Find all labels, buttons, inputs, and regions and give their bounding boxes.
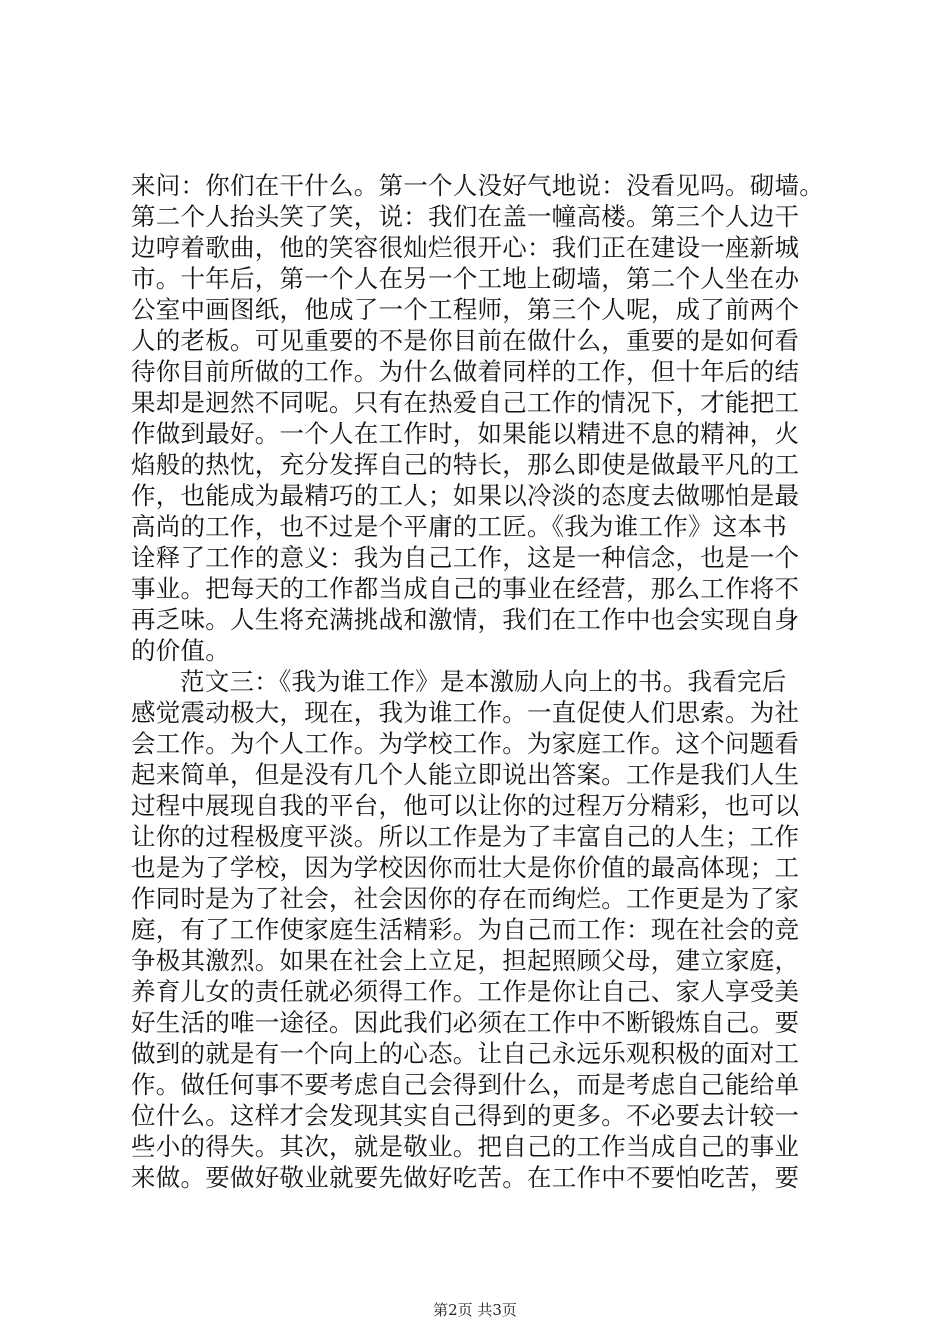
text-line: 焰般的热忱，充分发挥自己的特长，那么即使是做最平凡的工 bbox=[131, 450, 800, 479]
text-line: 争极其激烈。如果在社会上立足，担起照顾父母，建立家庭， bbox=[131, 946, 800, 975]
text-line: 会工作。为个人工作。为学校工作。为家庭工作。这个问题看 bbox=[131, 729, 800, 758]
text-line: 也是为了学校，因为学校因你而壮大是你价值的最高体现；工 bbox=[131, 853, 800, 882]
text-line: 事业。把每天的工作都当成自己的事业在经营，那么工作将不 bbox=[131, 574, 800, 603]
page-number-footer: 第2页 共3页 bbox=[433, 1301, 517, 1319]
text-line: 庭，有了工作使家庭生活精彩。为自己而工作：现在社会的竞 bbox=[131, 915, 800, 944]
text-line: 果却是迥然不同呢。只有在热爱自己工作的情况下，才能把工 bbox=[131, 388, 800, 417]
body-text bbox=[131, 170, 831, 1193]
text-line: 市。十年后，第一个人在另一个工地上砌墙，第二个人坐在办 bbox=[131, 264, 800, 293]
text-line: 诠释了工作的意义：我为自己工作，这是一种信念，也是一个 bbox=[131, 543, 800, 572]
text-line: 的价值。 bbox=[131, 636, 230, 665]
text-line: 作做到最好。一个人在工作时，如果能以精进不息的精神，火 bbox=[131, 419, 800, 448]
text-line: 让你的过程极度平淡。所以工作是为了丰富自己的人生；工作 bbox=[131, 822, 800, 851]
text-line: 边哼着歌曲，他的笑容很灿烂很开心：我们正在建设一座新城 bbox=[131, 233, 800, 262]
text-line: 待你目前所做的工作。为什么做着同样的工作，但十年后的结 bbox=[131, 357, 800, 386]
text-line: 做到的就是有一个向上的心态。让自己永远乐观积极的面对工 bbox=[131, 1039, 800, 1068]
text-line: 养育儿女的责任就必须得工作。工作是你让自己、家人享受美 bbox=[131, 977, 800, 1006]
text-line: 起来简单，但是没有几个人能立即说出答案。工作是我们人生 bbox=[131, 760, 800, 789]
text-line: 再乏味。人生将充满挑战和激情，我们在工作中也会实现自身 bbox=[131, 605, 800, 634]
text-line: 过程中展现自我的平台，他可以让你的过程万分精彩，也可以 bbox=[131, 791, 800, 820]
text-line: 来做。要做好敬业就要先做好吃苦。在工作中不要怕吃苦，要 bbox=[131, 1163, 800, 1192]
text-line: 感觉震动极大，现在，我为谁工作。一直促使人们思索。为社 bbox=[131, 698, 800, 727]
paragraph-2 bbox=[131, 666, 831, 1193]
paragraph-1 bbox=[131, 170, 831, 666]
text-line: 些小的得失。其次，就是敬业。把自己的工作当成自己的事业 bbox=[131, 1132, 800, 1161]
text-line: 作，也能成为最精巧的工人；如果以冷淡的态度去做哪怕是最 bbox=[131, 481, 800, 510]
text-line: 公室中画图纸，他成了一个工程师，第三个人呢，成了前两个 bbox=[131, 295, 800, 324]
text-line: 好生活的唯一途径。因此我们必须在工作中不断锻炼自己。要 bbox=[131, 1008, 800, 1037]
text-line: 来问：你们在干什么。第一个人没好气地说：没看见吗。砌墙。 bbox=[131, 171, 824, 200]
text-line: 人的老板。可见重要的不是你目前在做什么，重要的是如何看 bbox=[131, 326, 800, 355]
text-line: 高尚的工作，也不过是个平庸的工匠。《我为谁工作》这本书 bbox=[131, 512, 787, 541]
text-line: 位什么。这样才会发现其实自己得到的更多。不必要去计较一 bbox=[131, 1101, 800, 1130]
text-line: 作同时是为了社会，社会因你的存在而绚烂。工作更是为了家 bbox=[131, 884, 800, 913]
text-line: 第二个人抬头笑了笑，说：我们在盖一幢高楼。第三个人边干 bbox=[131, 202, 800, 231]
text-line: 范文三：《我为谁工作》是本激励人向上的书。我看完后 bbox=[180, 667, 787, 696]
text-line: 作。做任何事不要考虑自己会得到什么，而是考虑自己能给单 bbox=[131, 1070, 800, 1099]
